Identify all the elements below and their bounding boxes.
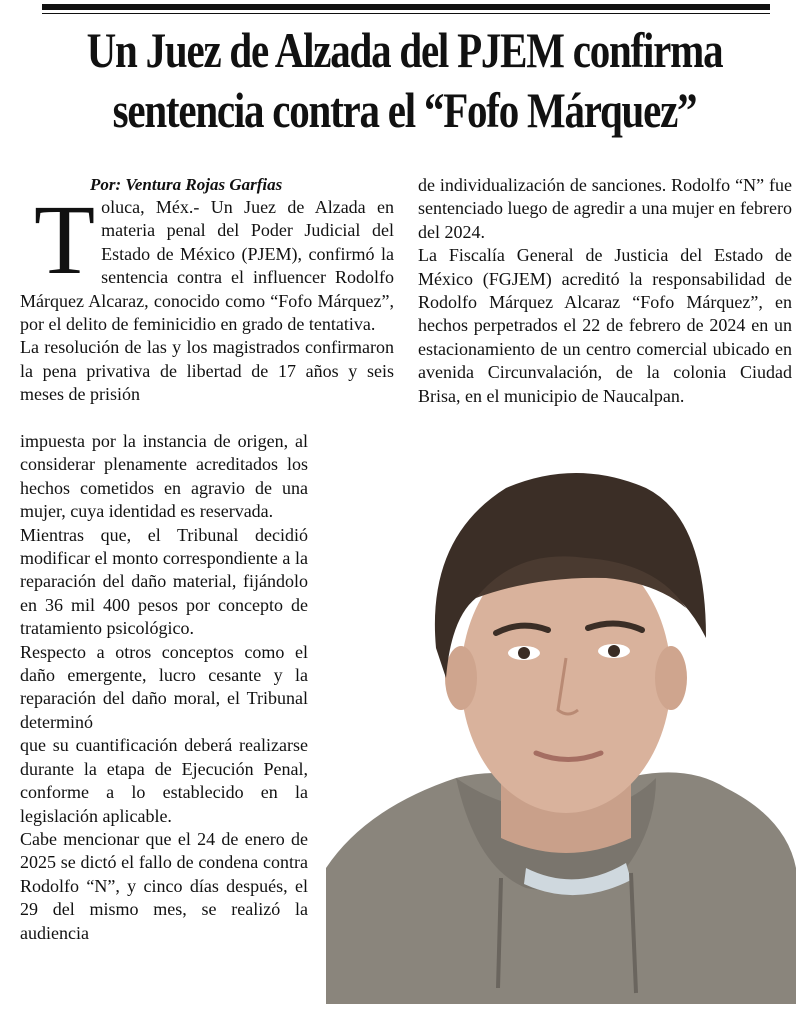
right-column bbox=[418, 174, 792, 408]
paragraph: que su cuantificación deberá realizarse durante la etapa de Ejecución Penal, conforme a lo establecido en la legislación aplicable. bbox=[20, 735, 308, 826]
paragraph: La Fiscalía General de Justicia del Estado de México (FGJEM) acreditó la responsabilidad de Rodolfo Márquez Alcaraz “Fofo Márquez”, en hechos perpetrados el 22 de febrero de 2024 en un estacionamiento de un centro comercial ubicado en avenida Circunvalación, de la colonia Ciudad Brisa, en el municipio de Naucalpan. bbox=[418, 245, 792, 406]
left-column-bottom bbox=[20, 430, 308, 945]
drop-cap: T bbox=[34, 184, 96, 295]
byline: Por: Ventura Rojas Garfias bbox=[90, 175, 283, 194]
paragraph: Cabe mencionar que el 24 de enero de 2025 se dictó el fallo de condena contra Rodolfo “N”, y cinco días después, el 29 del mismo mes, se realizó la audiencia bbox=[20, 828, 308, 943]
paragraph: de individualización de sanciones. Rodolfo “N” fue sentenciado luego de agredir a una mujer en febrero del 2024. bbox=[418, 175, 792, 242]
headline: Un Juez de Alzada del PJEM confirma sentencia contra el “Fofo Márquez” bbox=[86, 22, 723, 138]
paragraph: Respecto a otros conceptos como el daño emergente, lucro cesante y la reparación del daño moral, el Tribunal determinó bbox=[20, 641, 308, 732]
paragraph: Mientras que, el Tribunal decidió modificar el monto correspondiente a la reparación del daño material, fijándolo en 36 mil 400 pesos por concepto de tratamiento psicológico. bbox=[20, 524, 308, 639]
lead-text: oluca, Méx.- Un Juez de Alzada en materia penal del Poder Judicial del Estado de México (PJEM), confirmó la sentencia contra el influencer Rodolfo Márquez Alcaraz, conocido como “Fofo Márquez”, por el delito de feminicidio en grado de tentativa. bbox=[20, 197, 394, 335]
portrait-photo bbox=[326, 448, 796, 1004]
paragraph: La resolución de las y los magistrados confirmaron la pena privativa de libertad de 17 años y seis meses de prisión bbox=[20, 337, 394, 405]
paragraph: impuesta por la instancia de origen, al considerar plenamente acreditados los hechos cometidos en agravio de una mujer, cuya identidad es reservada. bbox=[20, 431, 308, 522]
top-rule-thick bbox=[42, 4, 770, 10]
top-rule-thin bbox=[42, 13, 770, 14]
